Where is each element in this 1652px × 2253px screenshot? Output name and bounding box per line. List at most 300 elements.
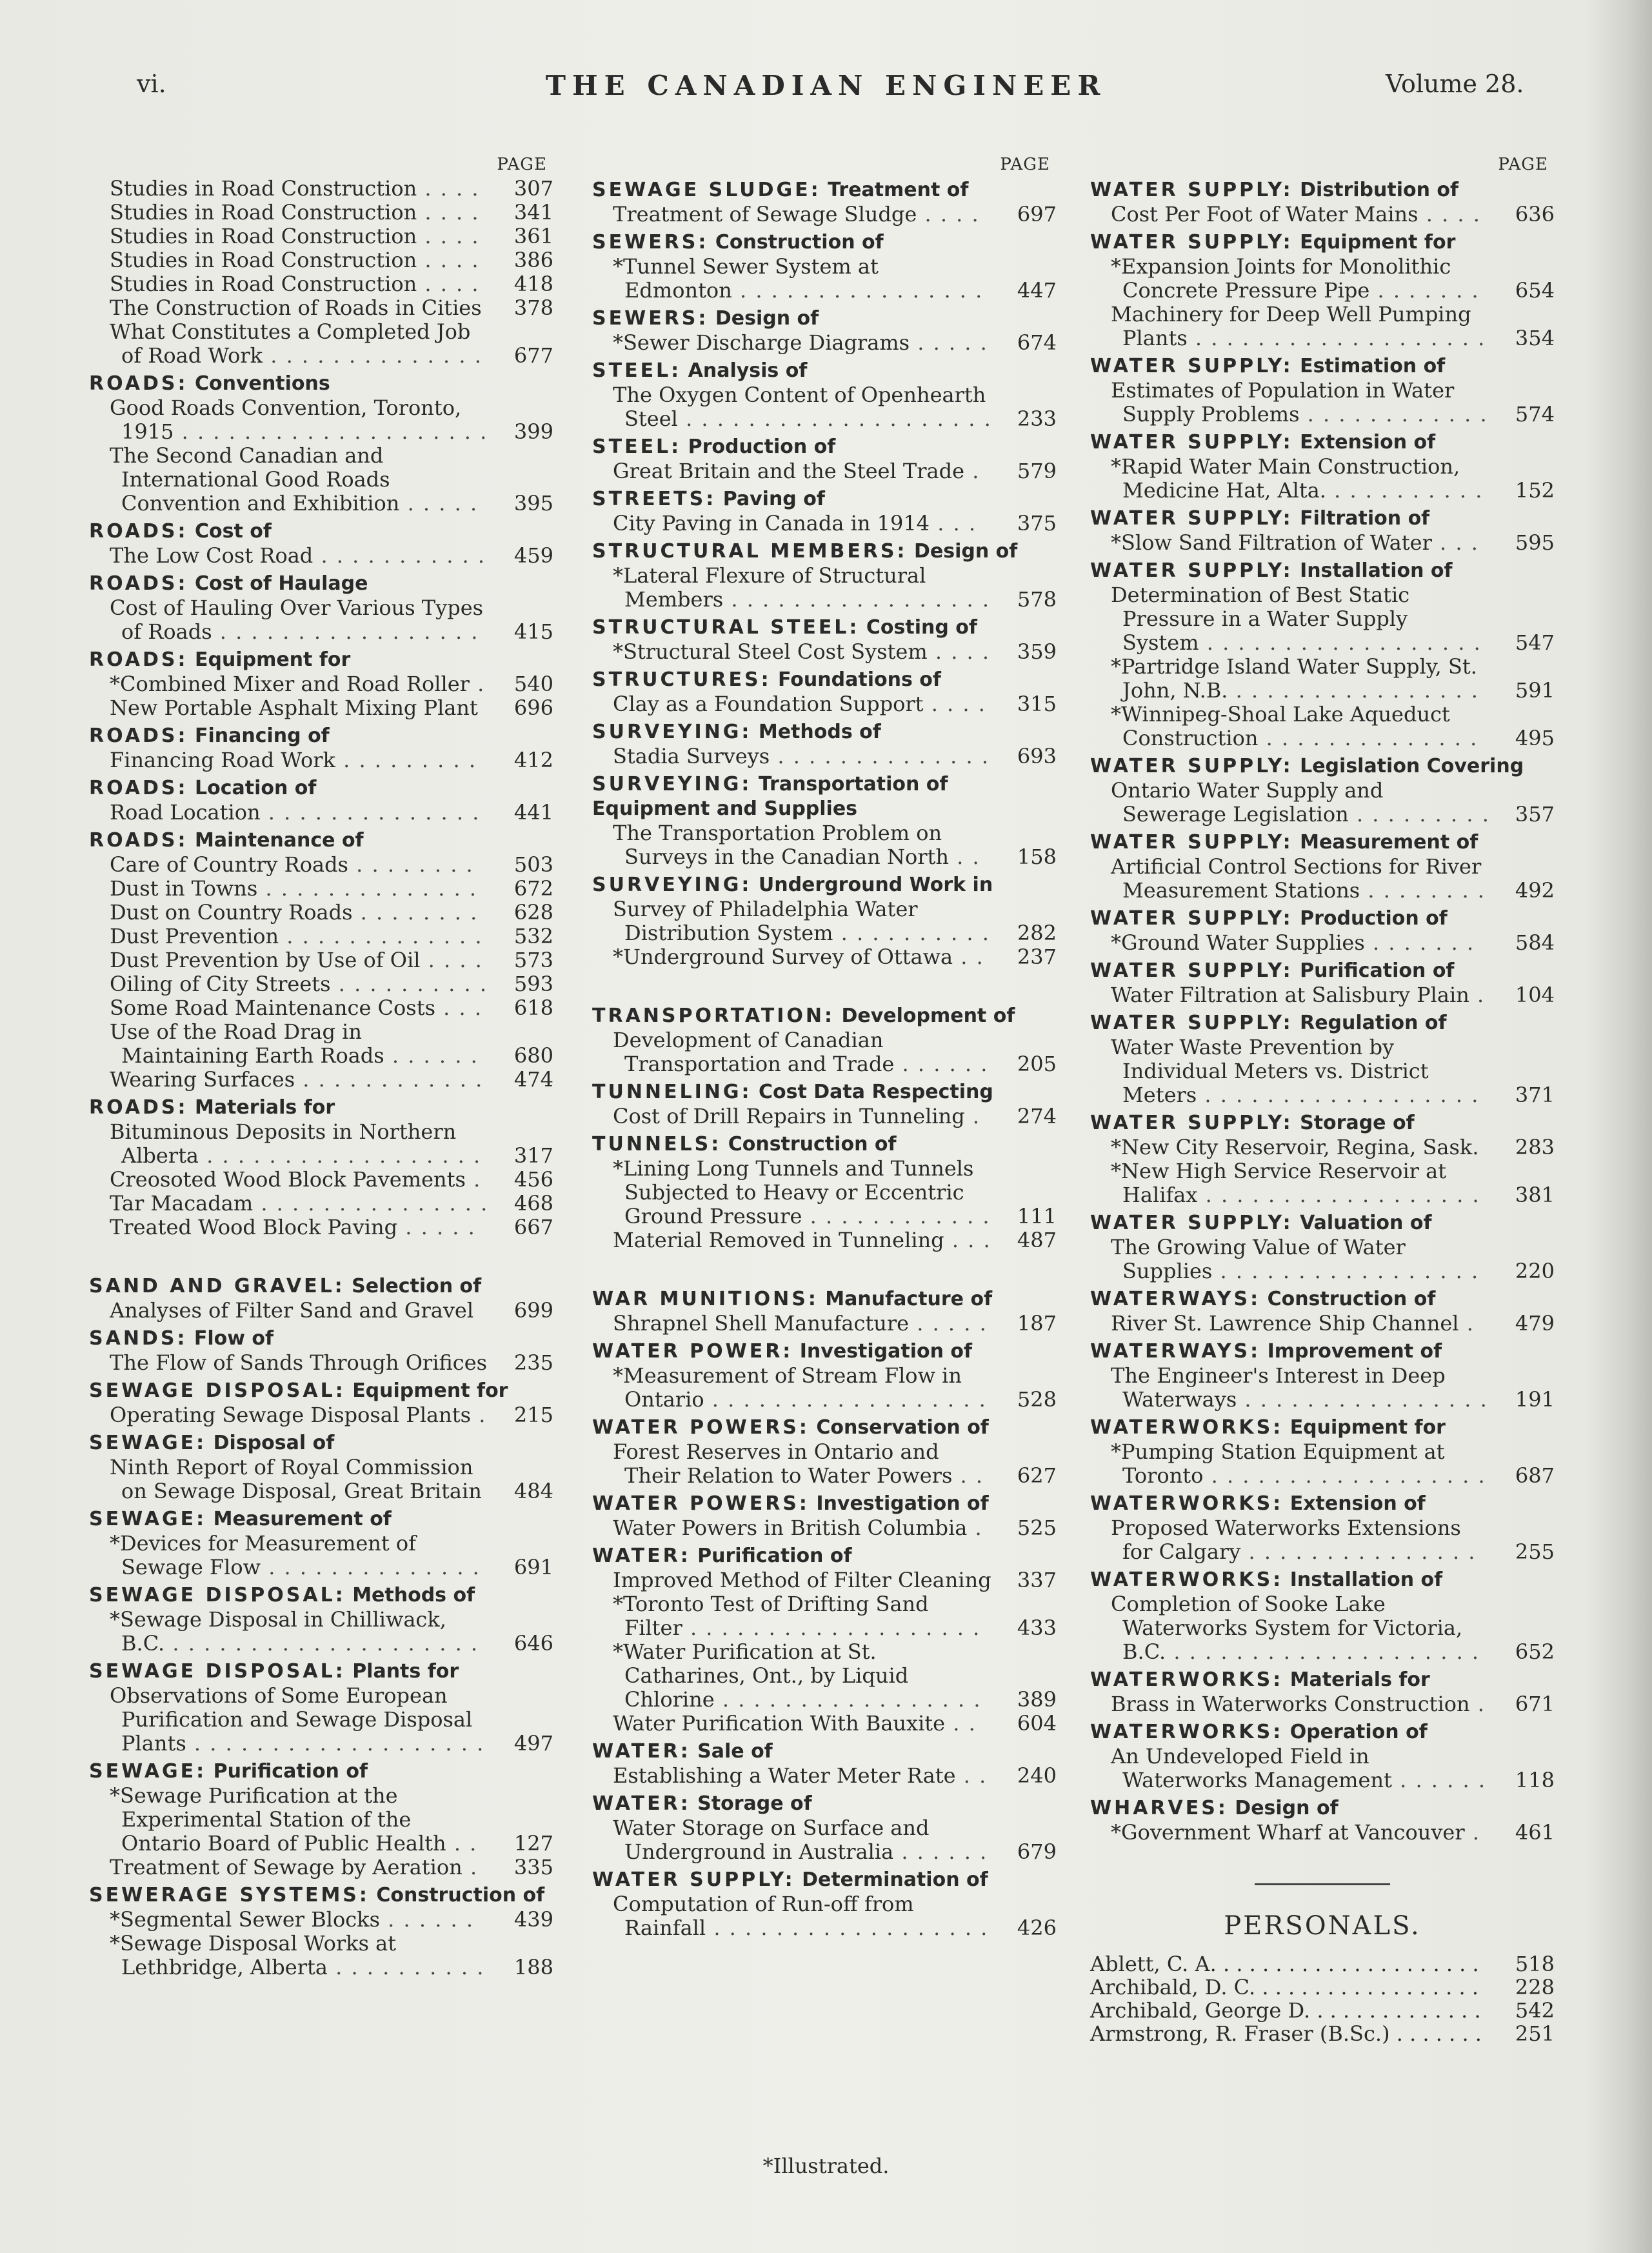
index-heading	[89, 1759, 553, 1784]
leader-dots: . . . . . . . . . . . . . . . . . . .	[682, 1616, 981, 1640]
heading-subject: WATERWORKS:	[1090, 1668, 1284, 1691]
leader-dots: . . . . . . . . . . . . . . . . . . . .	[677, 406, 992, 431]
heading-topic: Regulation of	[1300, 1012, 1447, 1034]
index-entry	[89, 1216, 553, 1239]
entry-title: Water Filtration at Salisbury Plain	[1111, 983, 1469, 1007]
heading-subject: WATER SUPPLY:	[1090, 1012, 1293, 1034]
index-entry	[89, 925, 553, 948]
index-heading	[89, 776, 553, 801]
leader-dots: . . . . . . . . . . . . . . . . . .	[199, 1143, 482, 1168]
heading-topic: Investigation of	[799, 1340, 973, 1363]
heading-subject: WATERWORKS:	[1090, 1492, 1284, 1515]
entry-title: Ontario Water Supply and Sewerage Legislation	[1111, 778, 1384, 826]
entry-title: *Winnipeg-Shoal Lake Aqueduct Construction	[1111, 702, 1450, 750]
leader-dots: . . . . . . . . . . . . . .	[257, 876, 478, 901]
entry-page-number: 540	[513, 672, 553, 696]
entry-page-number: 307	[513, 176, 553, 201]
entry-title: Wearing Surfaces	[110, 1067, 295, 1092]
entry-page-number: 220	[1515, 1259, 1555, 1283]
index-entry	[592, 1364, 1057, 1412]
index-heading	[592, 359, 1057, 383]
heading-topic: Construction of	[1267, 1288, 1436, 1310]
entry-title: Cost Per Foot of Water Mains	[1111, 202, 1418, 226]
heading-topic: Equipment for	[194, 648, 351, 671]
heading-topic: Financing of	[194, 725, 330, 747]
leader-dots: . . . . . . . . . . . . . . . . . . . .	[1216, 1952, 1479, 1976]
heading-subject: WATER:	[592, 1545, 691, 1567]
entry-page-number: 235	[513, 1350, 553, 1375]
heading-subject: WATER SUPPLY:	[1090, 179, 1293, 201]
index-heading	[89, 1883, 553, 1908]
index-entry	[592, 1892, 1057, 1940]
index-heading	[1090, 430, 1555, 455]
index-entry	[89, 1068, 553, 1092]
leader-dots: . . . . . . . . . . . . . . . .	[1237, 1387, 1488, 1412]
index-entry	[592, 1228, 1057, 1252]
index-entry	[592, 897, 1057, 945]
entry-title: *Segmental Sewer Blocks	[110, 1907, 380, 1932]
leader-dots: . . . . . . .	[1369, 278, 1480, 303]
entry-page-number: 215	[513, 1403, 553, 1427]
leader-dots: . . .	[930, 511, 977, 536]
heading-topic: Operation of	[1289, 1721, 1428, 1743]
index-heading	[1090, 230, 1555, 255]
entry-page-number: 459	[513, 543, 553, 568]
entry-page-number: 679	[1017, 1839, 1057, 1864]
leader-dots: . . .	[1431, 530, 1479, 555]
entry-page-number: 447	[1017, 278, 1057, 303]
entry-title: Improved Method of Filter Cleaning	[613, 1568, 991, 1592]
leader-dots: . . . . . . . . . . . . . . .	[253, 1191, 489, 1216]
entry-title: Financing Road Work	[110, 748, 335, 772]
heading-subject: WATER SUPPLY:	[1090, 231, 1293, 254]
index-entry	[592, 1712, 1057, 1736]
entry-page-number: 233	[1017, 406, 1057, 431]
index-heading	[1090, 1492, 1555, 1516]
index-entry	[89, 1532, 553, 1579]
heading-subject: WATER POWER:	[592, 1340, 793, 1363]
entry-title: Tar Macadam	[110, 1191, 254, 1216]
heading-topic: Purification of	[1300, 959, 1455, 982]
entry-page-number: 574	[1515, 402, 1555, 426]
entry-title: New Portable Asphalt Mixing Plant	[110, 696, 478, 720]
entry-page-number: 191	[1515, 1387, 1555, 1412]
heading-subject: ROADS:	[89, 372, 188, 395]
heading-topic: Design of	[715, 307, 819, 330]
heading-topic: Design of	[913, 540, 1018, 563]
entry-title: Treated Wood Block Paving	[110, 1215, 398, 1239]
heading-topic: Transportation of Equipment and Supplies	[592, 773, 948, 820]
index-entry	[89, 396, 553, 444]
index-entry	[89, 1120, 553, 1168]
index-heading	[89, 1274, 553, 1299]
index-heading	[592, 720, 1057, 745]
heading-subject: WATER POWERS:	[592, 1416, 810, 1439]
index-heading	[592, 1544, 1057, 1568]
entry-title: Water Powers in British Columbia	[613, 1516, 968, 1540]
personal-name: Ablett, C. A.	[1090, 1952, 1217, 1976]
heading-subject: STRUCTURES:	[592, 668, 771, 691]
entry-page-number: 118	[1515, 1768, 1555, 1792]
personal-page-number: 228	[1515, 1975, 1555, 1999]
index-heading	[592, 1416, 1057, 1440]
entry-page-number: 680	[513, 1043, 553, 1068]
index-heading	[89, 1659, 553, 1684]
entry-page-number: 492	[1515, 878, 1555, 903]
index-heading	[592, 230, 1057, 255]
leader-dots: . . . . . . . . . . . . . . . . . .	[1203, 1463, 1486, 1488]
entry-page-number: 104	[1515, 983, 1555, 1007]
entry-title: Computation of Run-off from Rainfall	[613, 1892, 914, 1940]
heading-subject: ROADS:	[89, 829, 188, 852]
entry-page-number: 687	[1515, 1463, 1555, 1488]
heading-subject: WATERWORKS:	[1090, 1416, 1284, 1439]
leader-dots: . . . . . . . . . . . . . . . . . .	[1197, 1183, 1480, 1207]
leader-dots: . . . . . . .	[1364, 930, 1475, 955]
entry-title: Estimates of Population in Water Supply Problems	[1111, 378, 1455, 426]
heading-subject: STREETS:	[592, 488, 717, 510]
leader-dots: . . . . . . . . . .	[330, 972, 488, 996]
leader-dots: . . . . . . . . . . . . . .	[1258, 726, 1478, 750]
leader-dots: . . . .	[917, 202, 980, 226]
index-heading	[89, 828, 553, 853]
leader-dots: . . . . . . . . . . . . . . . . .	[714, 1687, 982, 1712]
heading-topic: Conventions	[194, 372, 330, 395]
leader-dots: .	[1464, 1820, 1480, 1845]
index-entry	[89, 801, 553, 825]
entry-page-number: 503	[513, 852, 553, 877]
leader-dots: . . . . . . . .	[1360, 878, 1486, 903]
heading-subject: SURVEYING:	[592, 721, 752, 743]
entry-title: Studies in Road Construction	[110, 248, 417, 272]
entry-title: Good Roads Convention, Toronto, 1915	[110, 396, 462, 444]
heading-subject: TUNNELING:	[592, 1081, 752, 1103]
leader-dots: .	[964, 459, 980, 483]
entry-title: Stadia Surveys	[613, 744, 770, 768]
heading-subject: WATER SUPPLY:	[1090, 431, 1293, 454]
heading-subject: SEWAGE:	[89, 1432, 207, 1454]
index-heading	[592, 873, 1057, 897]
index-entry	[89, 1456, 553, 1503]
entry-title: Dust on Country Roads	[110, 900, 353, 925]
heading-subject: WATER:	[592, 1740, 691, 1763]
index-heading	[1090, 959, 1555, 983]
heading-subject: WATER SUPPLY:	[592, 1868, 795, 1891]
heading-topic: Extension of	[1300, 431, 1436, 454]
index-heading	[1090, 1416, 1555, 1440]
index-entry	[592, 692, 1057, 716]
index-entry	[89, 296, 553, 320]
heading-topic: Cost Data Respecting	[759, 1081, 993, 1103]
section-divider	[1255, 1883, 1390, 1885]
index-heading	[592, 1739, 1057, 1764]
index-column-1	[89, 155, 553, 1979]
leader-dots: .	[462, 1855, 479, 1879]
entry-page-number: 672	[513, 876, 553, 901]
entry-page-number: 595	[1515, 530, 1555, 555]
leader-dots: . . . . . . . . . . . . . . . . . . . .	[1166, 1639, 1480, 1664]
index-entry	[89, 177, 553, 201]
leader-dots: . . . .	[417, 200, 480, 225]
entry-page-number: 699	[513, 1298, 553, 1323]
entry-title: *Water Purification at St. Catharines, Ont., by Liquid Chlorine	[613, 1639, 909, 1712]
index-heading	[89, 648, 553, 672]
leader-dots: .	[1469, 983, 1486, 1007]
leader-dots: . . . .	[927, 639, 991, 664]
entry-page-number: 158	[1017, 845, 1057, 869]
entry-page-number: 654	[1515, 278, 1555, 303]
index-entry	[89, 1784, 553, 1856]
leader-dots: . . . . . . . . . . . . . . . . .	[723, 587, 991, 612]
index-entry	[89, 248, 553, 272]
entry-page-number: 426	[1017, 1916, 1057, 1940]
index-heading	[592, 178, 1057, 203]
index-entry	[1090, 1236, 1555, 1283]
index-heading	[89, 1379, 553, 1403]
heading-topic: Methods of	[758, 721, 881, 743]
index-entry	[1090, 1036, 1555, 1107]
index-heading	[1090, 1111, 1555, 1136]
index-entry	[592, 564, 1057, 612]
entry-title: Dust Prevention	[110, 924, 279, 948]
leader-dots: .	[1469, 1692, 1486, 1716]
index-entry	[592, 1440, 1057, 1488]
index-heading	[1090, 1720, 1555, 1745]
heading-topic: Treatment of	[828, 179, 969, 201]
heading-subject: SEWAGE:	[89, 1760, 207, 1783]
leader-dots: . . . . . . . . . .	[1326, 478, 1484, 503]
entry-page-number: 532	[513, 924, 553, 948]
entry-title: The Low Cost Road	[110, 543, 313, 568]
index-entry	[592, 1592, 1057, 1640]
entry-title: The Construction of Roads in Cities	[110, 295, 482, 320]
personal-page-number: 251	[1515, 2021, 1555, 2046]
personal-name: Armstrong, R. Fraser (B.Sc.)	[1090, 2021, 1390, 2046]
heading-topic: Equipment for	[1300, 231, 1456, 254]
entry-page-number: 667	[513, 1215, 553, 1239]
entry-title: Bituminous Deposits in Northern Alberta	[110, 1119, 457, 1168]
index-entry	[1090, 379, 1555, 426]
entry-page-number: 525	[1017, 1516, 1057, 1540]
entry-page-number: 671	[1515, 1692, 1555, 1716]
entry-page-number: 628	[513, 900, 553, 925]
page-header	[0, 70, 1652, 108]
index-heading	[89, 1431, 553, 1456]
entry-title: An Undeveloped Field in Waterworks Management	[1111, 1744, 1392, 1792]
entry-title: *Pumping Station Equipment at Toronto	[1111, 1439, 1445, 1488]
index-entry	[592, 1568, 1057, 1592]
entry-page-number: 636	[1515, 202, 1555, 226]
index-heading	[592, 1492, 1057, 1516]
leader-dots: . .	[953, 945, 984, 969]
leader-dots: . . . . . . . . . . . .	[1299, 402, 1488, 426]
leader-dots: . . . . . . . . . .	[327, 1955, 485, 1979]
index-entry	[592, 1028, 1057, 1076]
leader-dots: . . . . . . . . . . . . . . . . . .	[1197, 1083, 1480, 1107]
leader-dots: . . . . . . . . . . . . . .	[263, 343, 483, 368]
heading-topic: Measurement of	[1300, 831, 1478, 854]
entry-title: Machinery for Deep Well Pumping Plants	[1111, 302, 1471, 350]
personal-entry	[1090, 1952, 1555, 1976]
index-entry	[89, 1192, 553, 1216]
index-entry	[89, 1908, 553, 1932]
entry-page-number: 378	[513, 295, 553, 320]
index-heading	[592, 1004, 1057, 1028]
index-entry	[1090, 1592, 1555, 1664]
index-column-3	[1090, 155, 1555, 2045]
page-column-label: PAGE	[1000, 155, 1050, 174]
index-entry	[1090, 1821, 1555, 1845]
entry-title: Brass in Waterworks Construction	[1111, 1692, 1470, 1716]
leader-dots: .	[465, 1167, 482, 1192]
entry-page-number: 389	[1017, 1687, 1057, 1712]
index-entry	[1090, 1136, 1555, 1159]
leader-dots: . . . . . . .	[1389, 2021, 1482, 2046]
entry-title: The Second Canadian and International Good Roads Convention and Exhibition	[110, 443, 400, 516]
leader-dots: . . . . . . . . . . . . . . . . .	[1212, 1259, 1480, 1283]
entry-title: Clay as a Foundation Support	[613, 692, 924, 716]
leader-dots: . . . . .	[909, 1311, 988, 1336]
index-heading	[1090, 354, 1555, 379]
heading-subject: WATER SUPPLY:	[1090, 959, 1293, 982]
index-entry	[89, 948, 553, 972]
heading-topic: Materials for	[1289, 1668, 1430, 1691]
leader-dots: . . . . . .	[894, 1052, 989, 1076]
entry-title: The Growing Value of Water Supplies	[1111, 1235, 1406, 1283]
entry-title: Care of Country Roads	[110, 852, 348, 877]
section-gap	[592, 969, 1057, 1000]
entry-page-number: 335	[513, 1855, 553, 1879]
leader-dots: . . . .	[417, 224, 480, 248]
index-heading	[1090, 506, 1555, 531]
leader-dots: . . . .	[417, 248, 480, 272]
heading-subject: SURVEYING:	[592, 773, 752, 796]
entry-title: *Structural Steel Cost System	[613, 639, 928, 664]
entry-page-number: 282	[1017, 921, 1057, 945]
leader-dots: . . . . . .	[1391, 1768, 1486, 1792]
entry-title: Studies in Road Construction	[110, 224, 417, 248]
entry-title: The Engineer's Interest in Deep Waterways	[1111, 1363, 1446, 1412]
entry-title: *Sewage Purification at the Experimental Station of the Ontario Board of Public Health	[110, 1783, 446, 1856]
leader-dots: .	[1458, 1311, 1475, 1336]
leader-dots: . . . .	[417, 272, 480, 296]
leader-dots: . . . . . . . . . . . . . . . . . .	[1199, 630, 1482, 655]
personal-name: Archibald, D. C.	[1090, 1975, 1256, 1999]
entry-title: *New City Reservoir, Regina, Sask.	[1111, 1135, 1479, 1159]
index-heading	[1090, 1339, 1555, 1364]
leader-dots: .	[967, 1516, 983, 1540]
heading-topic: Underground Work in	[758, 874, 993, 896]
index-entry	[89, 225, 553, 248]
index-heading	[592, 539, 1057, 564]
volume-label: Volume 28.	[1386, 70, 1524, 98]
leader-dots: . . . . . . . . . . . . . . . . .	[1255, 1975, 1479, 1999]
personal-entry	[1090, 2022, 1555, 2045]
entry-page-number: 399	[513, 419, 553, 444]
leader-dots: . . .	[944, 1228, 991, 1252]
index-entry	[1090, 703, 1555, 750]
entry-title: Studies in Road Construction	[110, 200, 417, 225]
index-entry	[1090, 1312, 1555, 1336]
entry-title: Cost of Hauling Over Various Types of Roads	[110, 596, 484, 644]
entry-title: *Lateral Flexure of Structural Members	[613, 563, 926, 612]
entry-page-number: 187	[1017, 1311, 1057, 1336]
entry-title: Ninth Report of Royal Commission on Sewage Disposal, Great Britain	[110, 1455, 482, 1503]
entry-page-number: 433	[1017, 1616, 1057, 1640]
leader-dots: . . . . . . . . . . . . . .	[260, 800, 481, 825]
leader-dots: . . . . . . . . . .	[833, 921, 990, 945]
entry-title: Observations of Some European Purification and Sewage Disposal Plants	[110, 1683, 473, 1756]
heading-topic: Storage of	[697, 1792, 812, 1815]
entry-page-number: 441	[513, 800, 553, 825]
entry-title: What Constitutes a Completed Job of Road Work	[110, 319, 471, 368]
entry-page-number: 604	[1017, 1711, 1057, 1736]
index-heading	[1090, 1011, 1555, 1036]
entry-page-number: 461	[1515, 1820, 1555, 1845]
index-entry	[89, 1608, 553, 1656]
entry-page-number: 418	[513, 272, 553, 296]
entry-page-number: 528	[1017, 1387, 1057, 1412]
index-heading	[89, 1327, 553, 1351]
leader-dots: . . .	[435, 996, 483, 1020]
entry-page-number: 111	[1017, 1204, 1057, 1228]
heading-subject: WHARVES:	[1090, 1797, 1228, 1819]
entry-page-number: 205	[1017, 1052, 1057, 1076]
leader-dots: . . . .	[1418, 202, 1481, 226]
entry-title: Completion of Sooke Lake Waterworks System for Victoria, B.C.	[1111, 1592, 1463, 1664]
leader-dots: . . . . . .	[384, 1043, 479, 1068]
heading-topic: Installation of	[1300, 559, 1453, 582]
heading-topic: Selection of	[352, 1275, 482, 1297]
entry-title: The Oxygen Content of Openhearth Steel	[613, 383, 986, 431]
entry-title: City Paving in Canada in 1914	[613, 511, 930, 536]
heading-subject: WATERWAYS:	[1090, 1288, 1261, 1310]
personal-entry	[1090, 1999, 1555, 2022]
entry-page-number: 591	[1515, 678, 1555, 703]
entry-title: Cost of Drill Repairs in Tunneling	[613, 1104, 965, 1128]
index-heading	[89, 519, 553, 544]
entry-title: Operating Sewage Disposal Plants	[110, 1403, 472, 1427]
entry-page-number: 357	[1515, 802, 1555, 826]
heading-topic: Costing of	[866, 616, 977, 639]
leader-dots: . . . .	[420, 948, 483, 972]
page-column-label: PAGE	[1498, 155, 1548, 174]
leader-dots: . .	[952, 1463, 984, 1488]
heading-subject: WATERWORKS:	[1090, 1721, 1284, 1743]
index-entry	[592, 255, 1057, 303]
index-entry	[592, 203, 1057, 226]
entry-title: The Flow of Sands Through Orifices	[110, 1350, 488, 1375]
entry-title: Studies in Road Construction	[110, 272, 417, 296]
index-entry	[89, 201, 553, 225]
entry-title: Artificial Control Sections for River Measurement Stations	[1111, 854, 1482, 903]
heading-subject: WATER SUPPLY:	[1090, 507, 1293, 530]
entry-page-number: 618	[513, 996, 553, 1020]
index-entry	[89, 1299, 553, 1323]
index-entry	[592, 821, 1057, 869]
entry-page-number: 439	[513, 1907, 553, 1932]
heading-topic: Improvement of	[1267, 1340, 1442, 1363]
heading-topic: Production of	[688, 436, 836, 458]
index-entry	[89, 996, 553, 1020]
entry-page-number: 381	[1515, 1183, 1555, 1207]
heading-topic: Methods of	[352, 1584, 475, 1607]
heading-subject: WATER SUPPLY:	[1090, 355, 1293, 377]
entry-title: *Underground Survey of Ottawa	[613, 945, 953, 969]
entry-page-number: 371	[1515, 1083, 1555, 1107]
heading-topic: Flow of	[194, 1327, 274, 1350]
entry-title: River St. Lawrence Ship Channel	[1111, 1311, 1459, 1336]
